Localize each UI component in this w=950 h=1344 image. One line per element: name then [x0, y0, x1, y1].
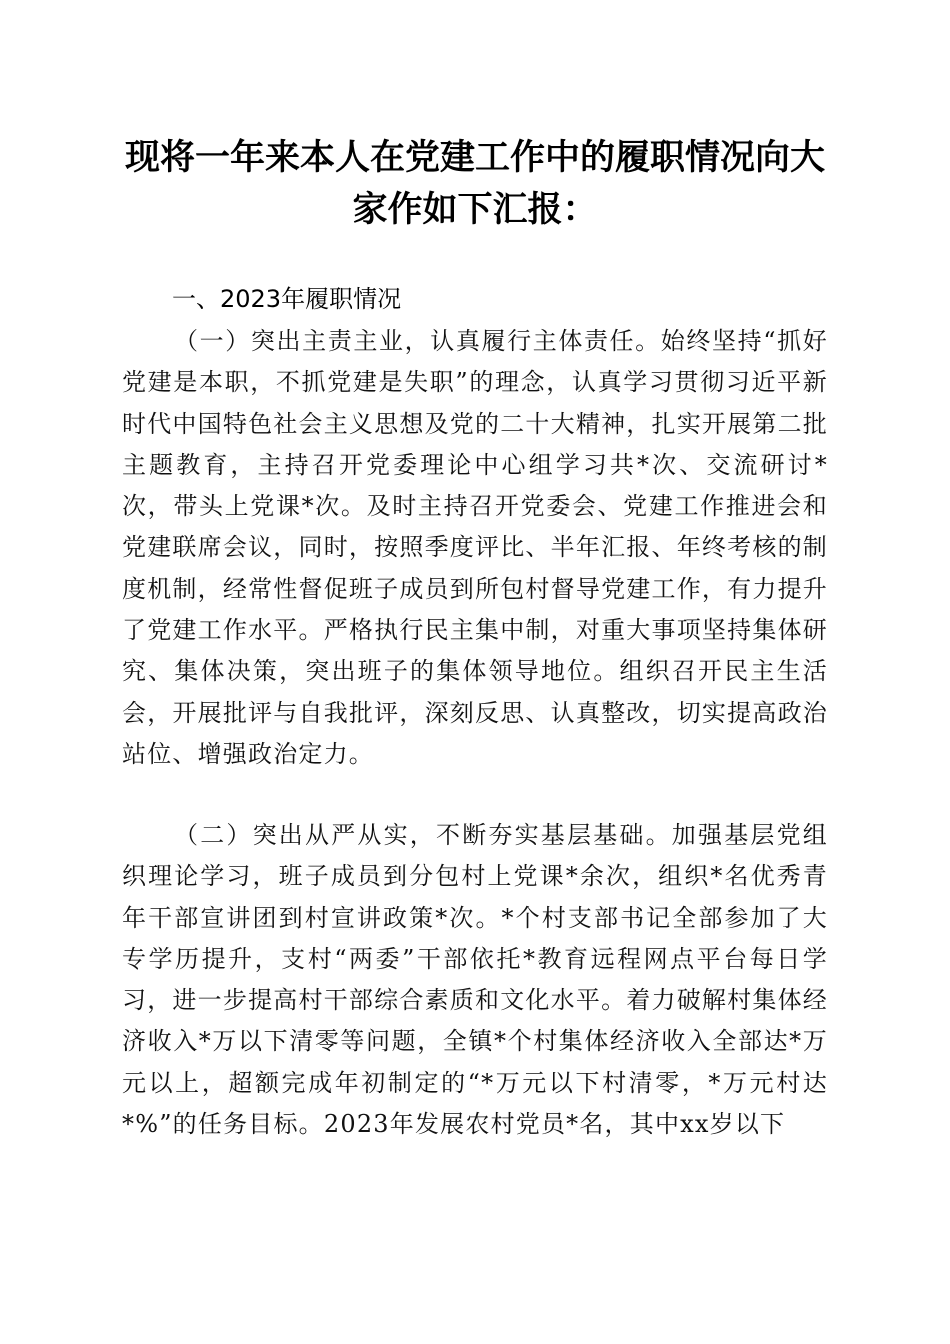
section-heading: 一、2023年履职情况 [172, 285, 402, 313]
paragraph-1: （一）突出主责主业，认真履行主体责任。始终坚持“抓好党建是本职，不抓党建是失职”的理念，认真学习贯彻习近平新时代中国特色社会主义思想及党的二十大精神，扎实开展第二批主题教育，主持召开党委理论中心组学习共*次、交流研讨*次，带头上党课*次。及时主持召开党委会、党建工作推进会和党建联席会议，同时，按照季度评比、半年汇报、年终考核的制度机制，经常性督促班子成员到所包村督导党建工作，有力提升了党建工作水平。严格执行民主集中制，对重大事项坚持集体研究、集体决策，突出班子的集体领导地位。组织召开民主生活会，开展批评与自我批评，深刻反思、认真整改，切实提高政治站位、增强政治定力。 [122, 327, 828, 768]
paragraph-2: （二）突出从严从实，不断夯实基层基础。加强基层党组织理论学习，班子成员到分包村上党课*余次，组织*名优秀青年干部宣讲团到村宣讲政策*次。*个村支部书记全部参加了大专学历提升，支村“两委”干部依托*教育远程网点平台每日学习，进一步提高村干部综合素质和文化水平。着力破解村集体经济收入*万以下清零等问题，全镇*个村集体经济收入全部达*万元以上，超额完成年初制定的“*万元以下村清零，*万元村达*%”的任务目标。2023年发展农村党员*名，其中xx岁以下 [122, 821, 828, 1139]
document-title: 现将一年来本人在党建工作中的履职情况向大家作如下汇报： [124, 137, 825, 230]
